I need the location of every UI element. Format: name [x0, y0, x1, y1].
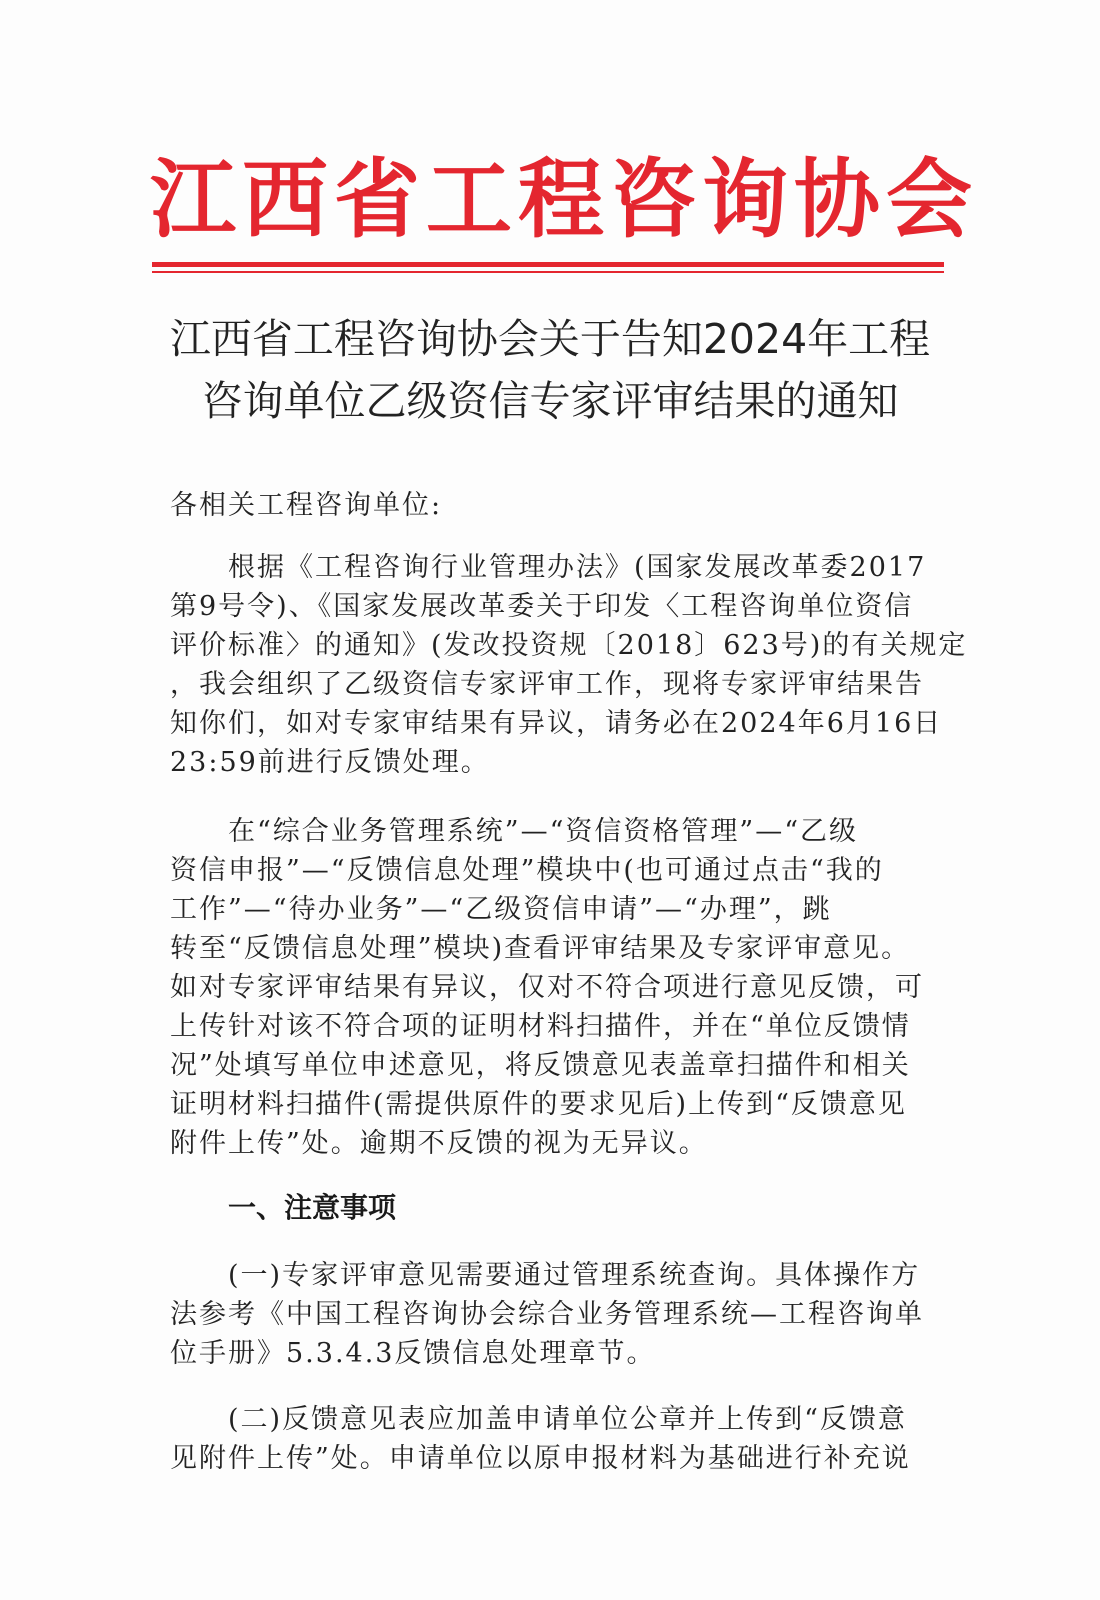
paragraph-line: 位手册》5.3.4.3反馈信息处理章节。	[170, 1338, 656, 1369]
paragraph-line: (一)专家评审意见需要通过管理系统查询。具体操作方	[170, 1260, 921, 1291]
salutation: 各相关工程咨询单位:	[170, 490, 443, 521]
paragraph-line: 证明材料扫描件(需提供原件的要求见后)上传到“反馈意见	[170, 1089, 907, 1120]
paragraph-line: 23:59前进行反馈处理。	[170, 747, 490, 778]
document-title	[150, 308, 950, 432]
paragraph-line: 见附件上传”处。申请单位以原申报材料为基础进行补充说	[170, 1443, 911, 1474]
paragraph-line: 根据《工程咨询行业管理办法》(国家发展改革委2017	[170, 552, 927, 583]
paragraph-line: 转至“反馈信息处理”模块)查看评审结果及专家评审意见。	[170, 933, 911, 964]
paragraph-line: 在“综合业务管理系统”—“资信资格管理”—“乙级	[170, 816, 859, 847]
document-title-line-1: 江西省工程咨询协会关于告知2024年工程	[169, 315, 931, 363]
paragraph-line: 上传针对该不符合项的证明材料扫描件，并在“单位反馈情	[170, 1011, 911, 1042]
paragraph-line: 法参考《中国工程咨询协会综合业务管理系统—工程咨询单	[170, 1299, 924, 1330]
paragraph-3	[170, 1256, 930, 1373]
paragraph-line: (二)反馈意见表应加盖申请单位公章并上传到“反馈意	[170, 1404, 907, 1435]
paragraph-line: 况”处填写单位申述意见，将反馈意见表盖章扫描件和相关	[170, 1050, 911, 1081]
paragraph-line: 第9号令)、《国家发展改革委关于印发〈工程咨询单位资信	[170, 591, 914, 622]
letterhead-rule-thick	[152, 262, 944, 267]
paragraph-line: 评价标准〉的通知》(发改投资规〔2018〕623号)的有关规定	[170, 630, 968, 661]
paragraph-4	[170, 1400, 930, 1478]
section-heading-notes: 一、注意事项	[228, 1191, 397, 1224]
letterhead-org-name: 江西省工程咨询协会	[150, 149, 978, 250]
paragraph-1	[170, 548, 968, 782]
paragraph-line: 如对专家评审结果有异议，仅对不符合项进行意见反馈，可	[170, 972, 924, 1003]
paragraph-line: ，我会组织了乙级资信专家评审工作，现将专家评审结果告	[170, 669, 924, 700]
paragraph-line: 知你们，如对专家审结果有异议，请务必在2024年6月16日	[170, 708, 943, 739]
paragraph-line: 资信申报”—“反馈信息处理”模块中(也可通过点击“我的	[170, 855, 884, 886]
document-title-line-2: 咨询单位乙级资信专家评审结果的通知	[201, 377, 899, 425]
paragraph-line: 附件上传”处。逾期不反馈的视为无异议。	[170, 1128, 708, 1159]
letterhead-rule-thin	[152, 271, 944, 273]
paragraph-2	[170, 812, 930, 1163]
paragraph-line: 工作”—“待办业务”—“乙级资信申请”—“办理”，跳	[170, 894, 832, 925]
